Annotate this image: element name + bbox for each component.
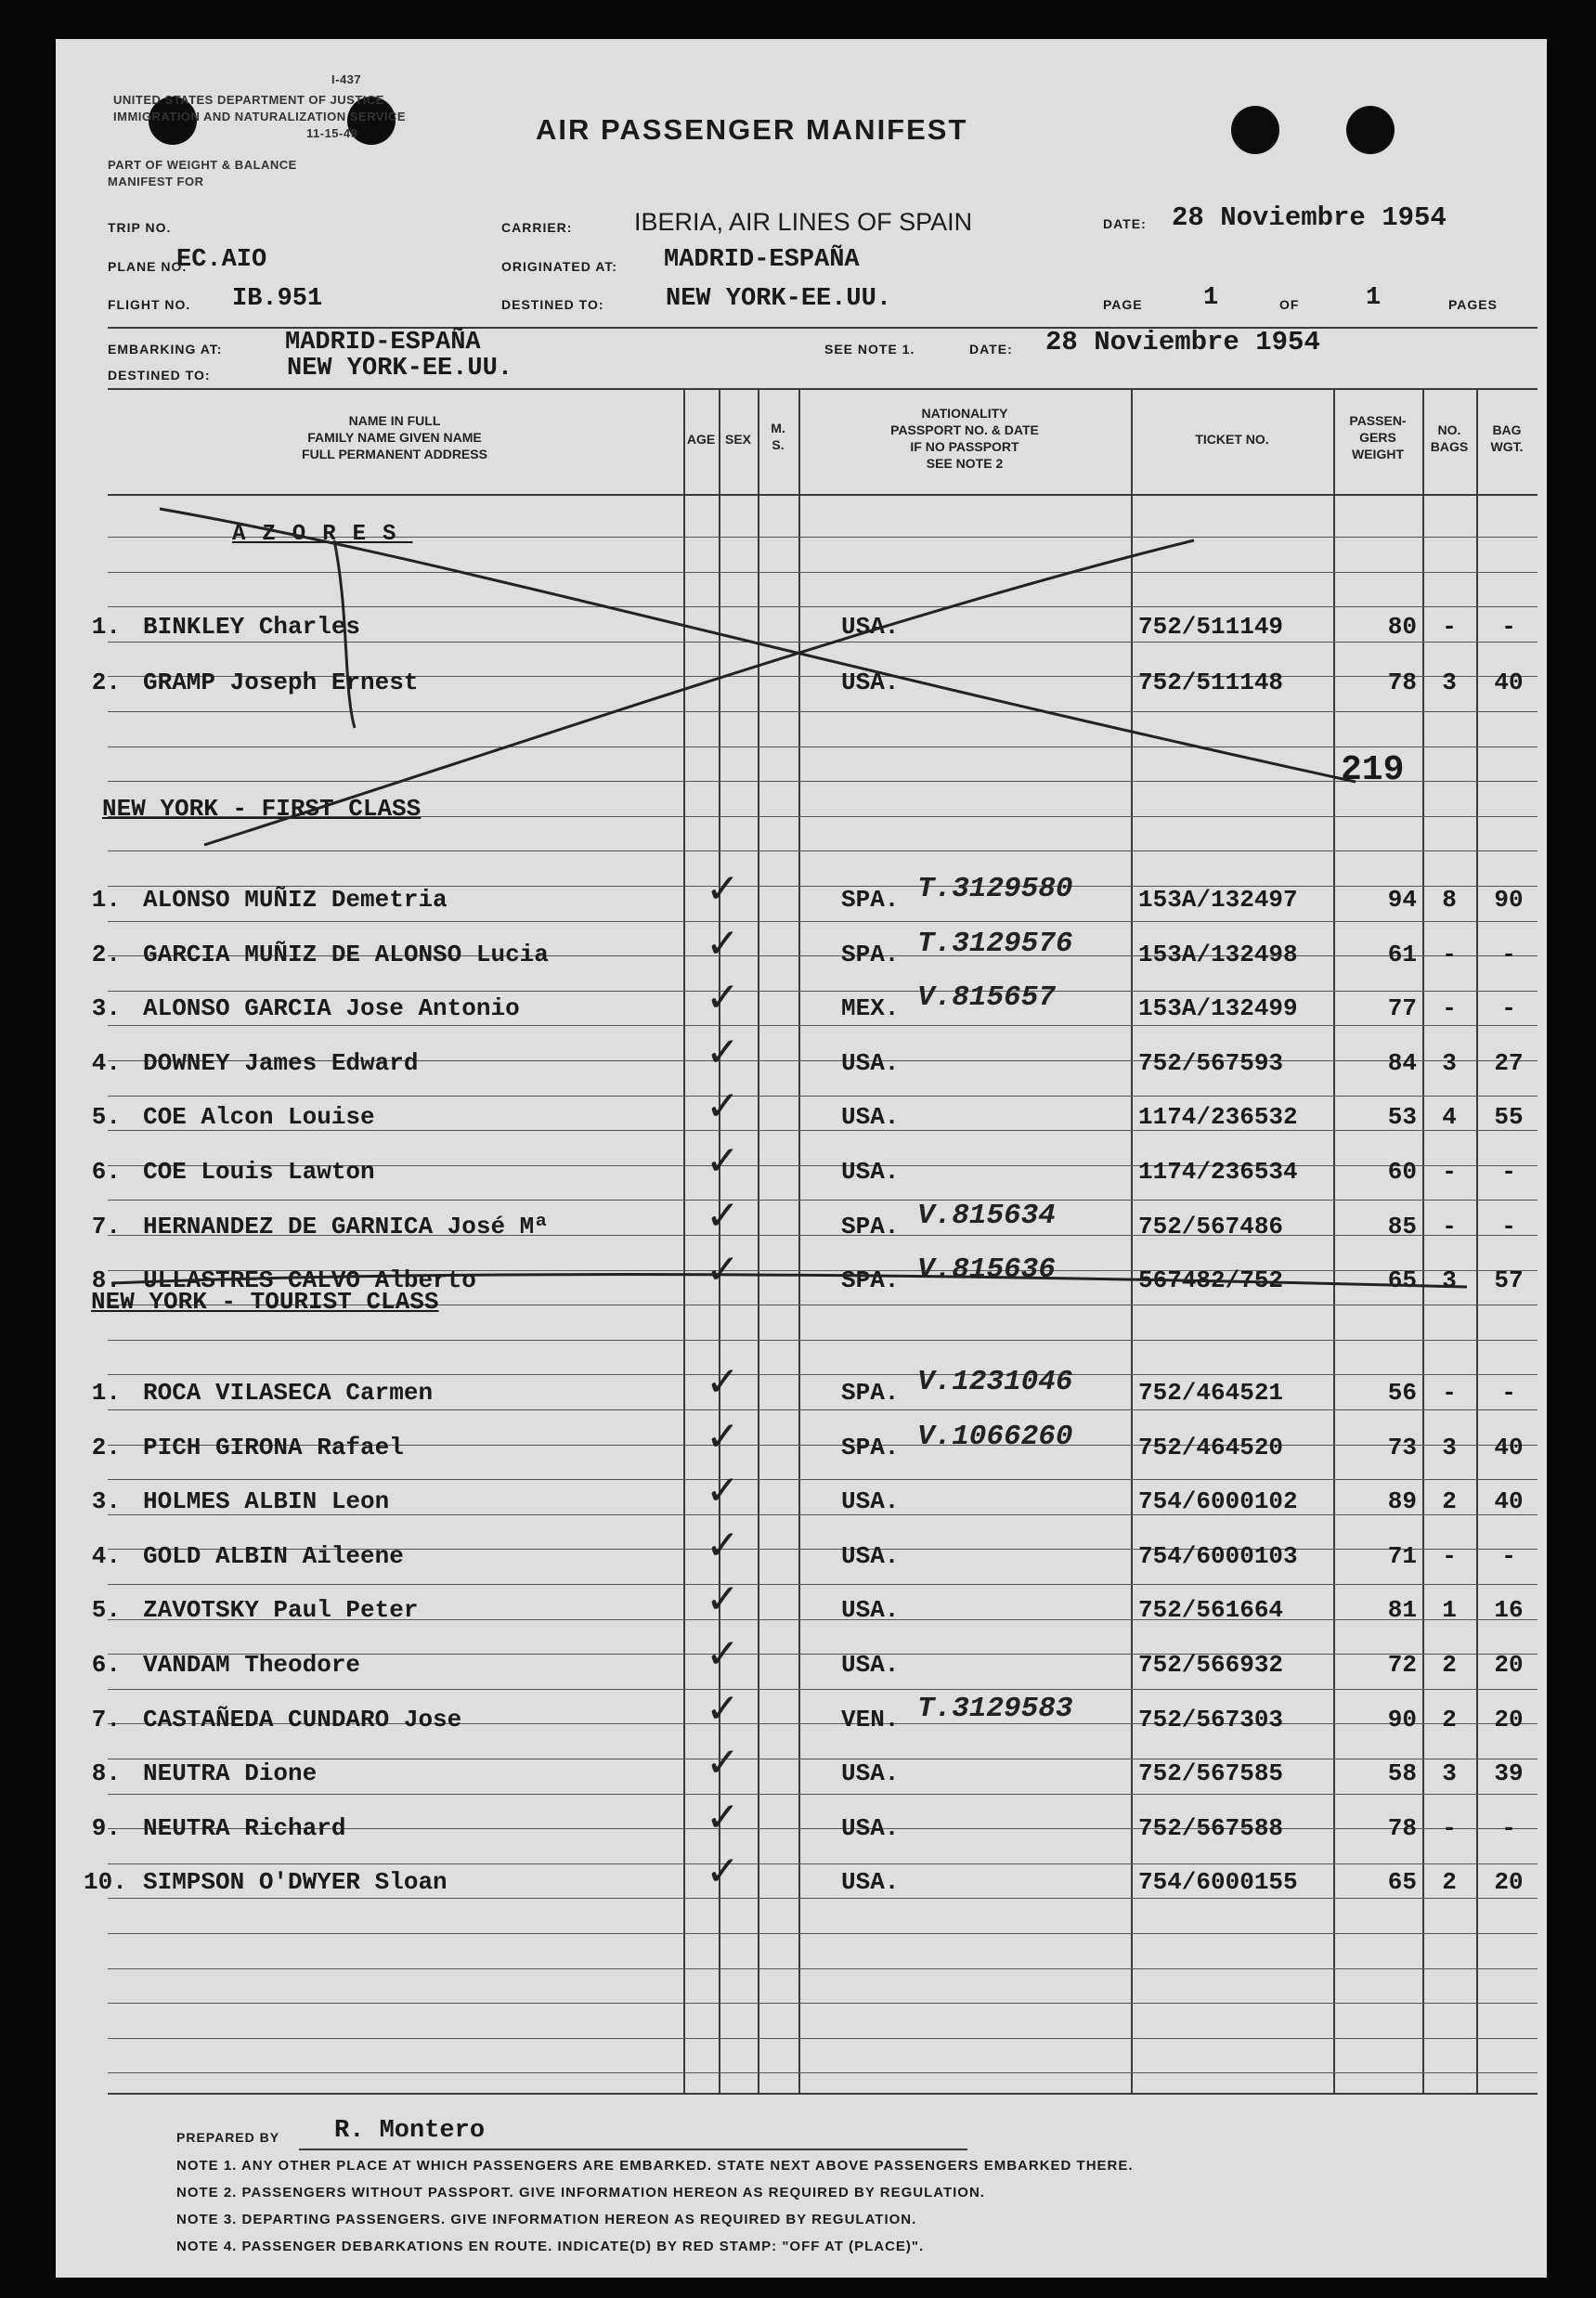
cell-name: HOLMES ALBIN Leon xyxy=(143,1487,390,1515)
cell-ticket: 754/6000155 xyxy=(1138,1868,1298,1896)
cell-bagwgt: 16 xyxy=(1494,1596,1524,1624)
col-header-sex: SEX xyxy=(724,432,751,447)
table-rule-line xyxy=(108,1200,1538,1201)
cell-passport: V.815634 xyxy=(917,1200,1056,1232)
originated-label: ORIGINATED AT: xyxy=(501,259,617,274)
cell-name: DOWNEY James Edward xyxy=(143,1049,419,1077)
cell-bags: - xyxy=(1442,613,1457,641)
cell-n: 9. xyxy=(91,1814,121,1842)
cell-bagwgt: 20 xyxy=(1494,1868,1524,1896)
section-first-class: NEW YORK - FIRST CLASS xyxy=(102,795,422,823)
cell-weight: 90 xyxy=(1387,1706,1417,1733)
cell-name: ZAVOTSKY Paul Peter xyxy=(143,1596,419,1624)
passenger-row xyxy=(56,1522,1547,1579)
destined-value: NEW YORK-EE.UU. xyxy=(666,285,892,313)
cell-bags: 1 xyxy=(1442,1596,1457,1624)
cell-nat: SPA. xyxy=(841,1213,900,1240)
cell-ticket: 752/567585 xyxy=(1138,1759,1284,1787)
date-label: DATE: xyxy=(1103,216,1147,231)
col-header-nationality: NATIONALITY PASSPORT NO. & DATE IF NO PASSPORT SEE NOTE 2 xyxy=(890,406,1039,471)
cell-nat: USA. xyxy=(841,1487,900,1515)
cell-name: BINKLEY Charles xyxy=(143,613,361,641)
col-header-bags: NO. BAGS xyxy=(1430,422,1469,454)
passenger-row xyxy=(56,865,1547,923)
section-azores: AZORES xyxy=(232,522,413,547)
date2-label: DATE: xyxy=(969,342,1013,357)
check-mark-icon: ✓ xyxy=(706,1358,740,1406)
passenger-row xyxy=(56,974,1547,1032)
cell-name: ROCA VILASECA Carmen xyxy=(143,1379,434,1407)
cell-bags: 2 xyxy=(1442,1651,1457,1679)
cell-passport: T.3129576 xyxy=(917,928,1073,960)
table-rule-line xyxy=(108,2072,1538,2073)
check-mark-icon: ✓ xyxy=(706,1246,740,1293)
plane-no-label: PLANE NO. xyxy=(108,259,188,274)
destined2-value: NEW YORK-EE.UU. xyxy=(287,355,513,383)
table-rule-line xyxy=(108,1374,1538,1375)
cell-bags: 2 xyxy=(1442,1487,1457,1515)
page-label: PAGE xyxy=(1103,297,1143,312)
table-rule-line xyxy=(108,1479,1538,1480)
cell-name: COE Louis Lawton xyxy=(143,1158,375,1186)
check-mark-icon: ✓ xyxy=(706,1630,740,1678)
cell-ticket: 752/566932 xyxy=(1138,1651,1284,1679)
cell-name: VANDAM Theodore xyxy=(143,1651,361,1679)
of-label: OF xyxy=(1279,297,1300,312)
cell-ticket: 1174/236534 xyxy=(1138,1158,1298,1186)
table-rule-line xyxy=(108,1584,1538,1585)
form-title: AIR PASSENGER MANIFEST xyxy=(536,113,968,146)
cell-ticket: 153A/132498 xyxy=(1138,941,1298,968)
passenger-row xyxy=(56,1739,1547,1797)
passenger-row xyxy=(56,1794,1547,1851)
cell-ticket: 752/561664 xyxy=(1138,1596,1284,1624)
cell-n: 5. xyxy=(91,1596,121,1624)
check-mark-icon: ✓ xyxy=(706,1413,740,1461)
table-rule-line xyxy=(108,1096,1538,1097)
flight-no-label: FLIGHT NO. xyxy=(108,297,191,312)
of-value: 1 xyxy=(1366,284,1382,312)
destined-label: DESTINED TO: xyxy=(501,297,604,312)
cell-bags: 3 xyxy=(1442,1049,1457,1077)
cell-n: 1. xyxy=(91,886,121,914)
cell-bagwgt: - xyxy=(1501,1213,1516,1240)
note-4: NOTE 4. PASSENGER DEBARKATIONS EN ROUTE. INDICATE(D) BY RED STAMP: "OFF AT (PLACE)". xyxy=(176,2239,925,2254)
cell-passport: V.1231046 xyxy=(917,1366,1073,1398)
cell-name: PICH GIRONA Rafael xyxy=(143,1434,404,1461)
cell-weight: 56 xyxy=(1387,1379,1417,1407)
table-rule-line xyxy=(108,1340,1538,1341)
cell-nat: USA. xyxy=(841,1103,900,1131)
cell-nat: USA. xyxy=(841,1542,900,1570)
cell-weight: 85 xyxy=(1387,1213,1417,1240)
cell-bagwgt: 20 xyxy=(1494,1651,1524,1679)
passenger-row xyxy=(56,1029,1547,1086)
embarking-label: EMBARKING AT: xyxy=(108,342,223,357)
col-header-ticket: TICKET NO. xyxy=(1195,432,1269,447)
check-mark-icon: ✓ xyxy=(706,1467,740,1514)
cell-weight: 80 xyxy=(1387,613,1417,641)
cell-weight: 89 xyxy=(1387,1487,1417,1515)
carrier-label: CARRIER: xyxy=(501,220,573,235)
check-mark-icon: ✓ xyxy=(706,1794,740,1841)
cell-name: ALONSO MUÑIZ Demetria xyxy=(143,886,448,914)
part-of-line-2: MANIFEST FOR xyxy=(108,175,204,188)
cell-n: 1. xyxy=(91,1379,121,1407)
cell-n: 8. xyxy=(91,1759,121,1787)
check-mark-icon: ✓ xyxy=(706,1685,740,1733)
cell-passport: T.3129583 xyxy=(917,1693,1073,1725)
cell-nat: SPA. xyxy=(841,1266,900,1294)
cell-name: ALONSO GARCIA Jose Antonio xyxy=(143,994,520,1022)
cell-n: 2. xyxy=(91,1434,121,1461)
cell-ticket: 1174/236532 xyxy=(1138,1103,1298,1131)
cell-weight: 61 xyxy=(1387,941,1417,968)
cell-bagwgt: - xyxy=(1501,1158,1516,1186)
trip-no-label: TRIP NO. xyxy=(108,220,172,235)
cell-ticket: 752/567486 xyxy=(1138,1213,1284,1240)
prepared-by-value: R. Montero xyxy=(334,2117,486,2145)
prepared-by-label: PREPARED BY xyxy=(176,2130,280,2145)
cell-nat: SPA. xyxy=(841,886,900,914)
cell-weight: 77 xyxy=(1387,994,1417,1022)
flight-no-value: IB.951 xyxy=(232,285,323,313)
cell-nat: VEN. xyxy=(841,1706,900,1733)
table-rule-line xyxy=(108,1863,1538,1864)
pages-label: PAGES xyxy=(1448,297,1498,312)
cell-bags: 3 xyxy=(1442,1759,1457,1787)
check-mark-icon: ✓ xyxy=(706,865,740,913)
cell-bagwgt: 20 xyxy=(1494,1706,1524,1733)
cell-name: GARCIA MUÑIZ DE ALONSO Lucia xyxy=(143,941,549,968)
azores-total: 219 xyxy=(1341,750,1405,790)
cell-nat: USA. xyxy=(841,1759,900,1787)
cell-nat: SPA. xyxy=(841,941,900,968)
cell-nat: USA. xyxy=(841,1651,900,1679)
cell-nat: MEX. xyxy=(841,994,900,1022)
page-value: 1 xyxy=(1203,284,1219,312)
form-revision: 11-15-49 xyxy=(306,126,358,140)
destined2-label: DESTINED TO: xyxy=(108,368,211,383)
cell-ticket: 752/464521 xyxy=(1138,1379,1284,1407)
passenger-row xyxy=(56,1848,1547,1905)
cell-name: ULLASTRES CALVO Alberto xyxy=(143,1266,476,1294)
cell-n: 2. xyxy=(91,669,121,696)
cell-ticket: 752/511149 xyxy=(1138,613,1284,641)
cell-n: 4. xyxy=(91,1542,121,1570)
cell-weight: 53 xyxy=(1387,1103,1417,1131)
cell-bagwgt: 90 xyxy=(1494,886,1524,914)
col-header-age: AGE xyxy=(686,432,716,447)
table-rule-line xyxy=(108,1933,1538,1934)
cell-n: 6. xyxy=(91,1651,121,1679)
cell-bags: - xyxy=(1442,1542,1457,1570)
passenger-row xyxy=(56,920,1547,978)
cell-nat: USA. xyxy=(841,1158,900,1186)
cell-ticket: 752/567593 xyxy=(1138,1049,1284,1077)
cell-name: NEUTRA Richard xyxy=(143,1814,346,1842)
cell-bags: - xyxy=(1442,1213,1457,1240)
note-3: NOTE 3. DEPARTING PASSENGERS. GIVE INFORMATION HEREON AS REQUIRED BY REGULATION. xyxy=(176,2212,917,2227)
check-mark-icon: ✓ xyxy=(706,1137,740,1185)
passenger-row xyxy=(56,1083,1547,1140)
cell-n: 3. xyxy=(91,1487,121,1515)
passenger-row xyxy=(56,1413,1547,1471)
cell-bagwgt: 55 xyxy=(1494,1103,1524,1131)
cell-n: 1. xyxy=(91,613,121,641)
azores-cross-out-marks xyxy=(56,39,1547,875)
cell-weight: 72 xyxy=(1387,1651,1417,1679)
originated-value: MADRID-ESPAÑA xyxy=(664,246,860,274)
col-header-bag-weight: BAG WGT. xyxy=(1490,422,1524,454)
cell-ticket: 153A/132499 xyxy=(1138,994,1298,1022)
cell-nat: USA. xyxy=(841,1814,900,1842)
cell-bagwgt: 40 xyxy=(1494,1487,1524,1515)
cell-passport: V.1066260 xyxy=(917,1421,1073,1453)
cell-ticket: 754/6000102 xyxy=(1138,1487,1298,1515)
cell-nat: USA. xyxy=(841,669,900,696)
cell-ticket: 754/6000103 xyxy=(1138,1542,1298,1570)
cell-nat: USA. xyxy=(841,1049,900,1077)
cell-name: HERNANDEZ DE GARNICA José Mª xyxy=(143,1213,549,1240)
cell-weight: 94 xyxy=(1387,886,1417,914)
see-note-1: SEE NOTE 1. xyxy=(824,342,915,357)
cell-ticket: 752/511148 xyxy=(1138,669,1284,696)
cell-n: 8. xyxy=(91,1266,121,1294)
cell-ticket: 752/567588 xyxy=(1138,1814,1284,1842)
cell-nat: USA. xyxy=(841,613,900,641)
agency-line-2: IMMIGRATION AND NATURALIZATION SERVICE xyxy=(113,110,407,123)
cell-bagwgt: 40 xyxy=(1494,1434,1524,1461)
cell-name: SIMPSON O'DWYER Sloan xyxy=(143,1868,448,1896)
cell-nat: SPA. xyxy=(841,1434,900,1461)
cell-bags: 8 xyxy=(1442,886,1457,914)
cell-bags: 3 xyxy=(1442,1434,1457,1461)
passenger-row xyxy=(56,1576,1547,1633)
cell-bagwgt: - xyxy=(1501,1379,1516,1407)
passenger-row xyxy=(56,1137,1547,1195)
table-rule-line xyxy=(108,1968,1538,1969)
cell-bagwgt: 39 xyxy=(1494,1759,1524,1787)
part-of-line-1: PART OF WEIGHT & BALANCE xyxy=(108,158,297,172)
cell-bags: 2 xyxy=(1442,1706,1457,1733)
cell-bags: 2 xyxy=(1442,1868,1457,1896)
cell-n: 7. xyxy=(91,1213,121,1240)
cell-name: NEUTRA Dione xyxy=(143,1759,318,1787)
col-header-weight: PASSEN- GERS WEIGHT xyxy=(1349,413,1407,461)
cell-weight: 60 xyxy=(1387,1158,1417,1186)
cell-bags: - xyxy=(1442,941,1457,968)
cell-bags: - xyxy=(1442,994,1457,1022)
passenger-row xyxy=(56,1630,1547,1688)
cell-name: GRAMP Joseph Ernest xyxy=(143,669,419,696)
form-number: I-437 xyxy=(331,72,362,86)
cell-weight: 78 xyxy=(1387,669,1417,696)
check-mark-icon: ✓ xyxy=(706,1192,740,1240)
section-tourist-class: NEW YORK - TOURIST CLASS xyxy=(91,1288,439,1316)
cell-bagwgt: - xyxy=(1501,1542,1516,1570)
cell-nat: SPA. xyxy=(841,1379,900,1407)
date2-value: 28 Noviembre 1954 xyxy=(1045,327,1320,357)
carrier-value: IBERIA, AIR LINES OF SPAIN xyxy=(634,208,973,236)
cell-passport: V.815657 xyxy=(917,981,1056,1014)
passenger-row xyxy=(56,1192,1547,1250)
cell-bags: - xyxy=(1442,1379,1457,1407)
cell-weight: 58 xyxy=(1387,1759,1417,1787)
cell-ticket: 752/567303 xyxy=(1138,1706,1284,1733)
manifest-sheet xyxy=(56,39,1547,2278)
check-mark-icon: ✓ xyxy=(706,1522,740,1569)
cell-n: 5. xyxy=(91,1103,121,1131)
table-rule-line xyxy=(108,2038,1538,2039)
passenger-row xyxy=(56,1685,1547,1743)
cell-n: 10. xyxy=(84,1868,127,1896)
cell-weight: 84 xyxy=(1387,1049,1417,1077)
cell-passport: T.3129580 xyxy=(917,873,1073,905)
check-mark-icon: ✓ xyxy=(706,1739,740,1786)
cell-bags: - xyxy=(1442,1814,1457,1842)
check-mark-icon: ✓ xyxy=(706,1083,740,1130)
col-header-ms: M. S. xyxy=(771,421,785,452)
cell-bagwgt: - xyxy=(1501,1814,1516,1842)
cell-bags: 4 xyxy=(1442,1103,1457,1131)
cell-name: CASTAÑEDA CUNDARO Jose xyxy=(143,1706,462,1733)
agency-line-1: UNITED STATES DEPARTMENT OF JUSTICE xyxy=(113,93,384,107)
table-rule-line xyxy=(108,2003,1538,2004)
cell-bagwgt: - xyxy=(1501,613,1516,641)
cell-n: 4. xyxy=(91,1049,121,1077)
cell-n: 3. xyxy=(91,994,121,1022)
embarking-value: MADRID-ESPAÑA xyxy=(285,329,481,357)
cell-bagwgt: 40 xyxy=(1494,669,1524,696)
cell-ticket: 567482/752 xyxy=(1138,1266,1284,1294)
note-1: NOTE 1. ANY OTHER PLACE AT WHICH PASSENGERS ARE EMBARKED. STATE NEXT ABOVE PASSENGERS EMBARKED THERE. xyxy=(176,2158,1134,2174)
check-mark-icon: ✓ xyxy=(706,1848,740,1895)
col-header-name: NAME IN FULL FAMILY NAME GIVEN NAME FULL PERMANENT ADDRESS xyxy=(302,413,487,461)
check-mark-icon: ✓ xyxy=(706,974,740,1021)
cell-weight: 81 xyxy=(1387,1596,1417,1624)
table-rule-line xyxy=(108,1689,1538,1690)
cell-ticket: 153A/132497 xyxy=(1138,886,1298,914)
cell-ticket: 752/464520 xyxy=(1138,1434,1284,1461)
cell-weight: 73 xyxy=(1387,1434,1417,1461)
cell-n: 6. xyxy=(91,1158,121,1186)
cell-weight: 65 xyxy=(1387,1266,1417,1294)
cell-bagwgt: - xyxy=(1501,994,1516,1022)
plane-no-value: EC.AIO xyxy=(176,246,267,274)
cell-bags: 3 xyxy=(1442,669,1457,696)
check-mark-icon: ✓ xyxy=(706,920,740,967)
check-mark-icon: ✓ xyxy=(706,1029,740,1076)
cell-bags: - xyxy=(1442,1158,1457,1186)
cell-bagwgt: - xyxy=(1501,941,1516,968)
cell-n: 7. xyxy=(91,1706,121,1733)
cell-name: COE Alcon Louise xyxy=(143,1103,375,1131)
cell-weight: 65 xyxy=(1387,1868,1417,1896)
cell-bags: 3 xyxy=(1442,1266,1457,1294)
passenger-row xyxy=(56,1358,1547,1416)
cell-passport: V.815636 xyxy=(917,1253,1056,1286)
cell-bagwgt: 27 xyxy=(1494,1049,1524,1077)
note-2: NOTE 2. PASSENGERS WITHOUT PASSPORT. GIVE INFORMATION HEREON AS REQUIRED BY REGULATION. xyxy=(176,2185,985,2201)
cell-nat: USA. xyxy=(841,1868,900,1896)
cell-bagwgt: 57 xyxy=(1494,1266,1524,1294)
table-rule-line xyxy=(108,991,1538,992)
cell-name: GOLD ALBIN Aileene xyxy=(143,1542,404,1570)
section-divider-stroke xyxy=(56,1265,1547,1302)
check-mark-icon: ✓ xyxy=(706,1576,740,1623)
passenger-row xyxy=(56,1467,1547,1525)
cell-weight: 71 xyxy=(1387,1542,1417,1570)
cell-nat: USA. xyxy=(841,1596,900,1624)
cell-n: 2. xyxy=(91,941,121,968)
date-value: 28 Noviembre 1954 xyxy=(1172,202,1447,233)
cell-weight: 78 xyxy=(1387,1814,1417,1842)
